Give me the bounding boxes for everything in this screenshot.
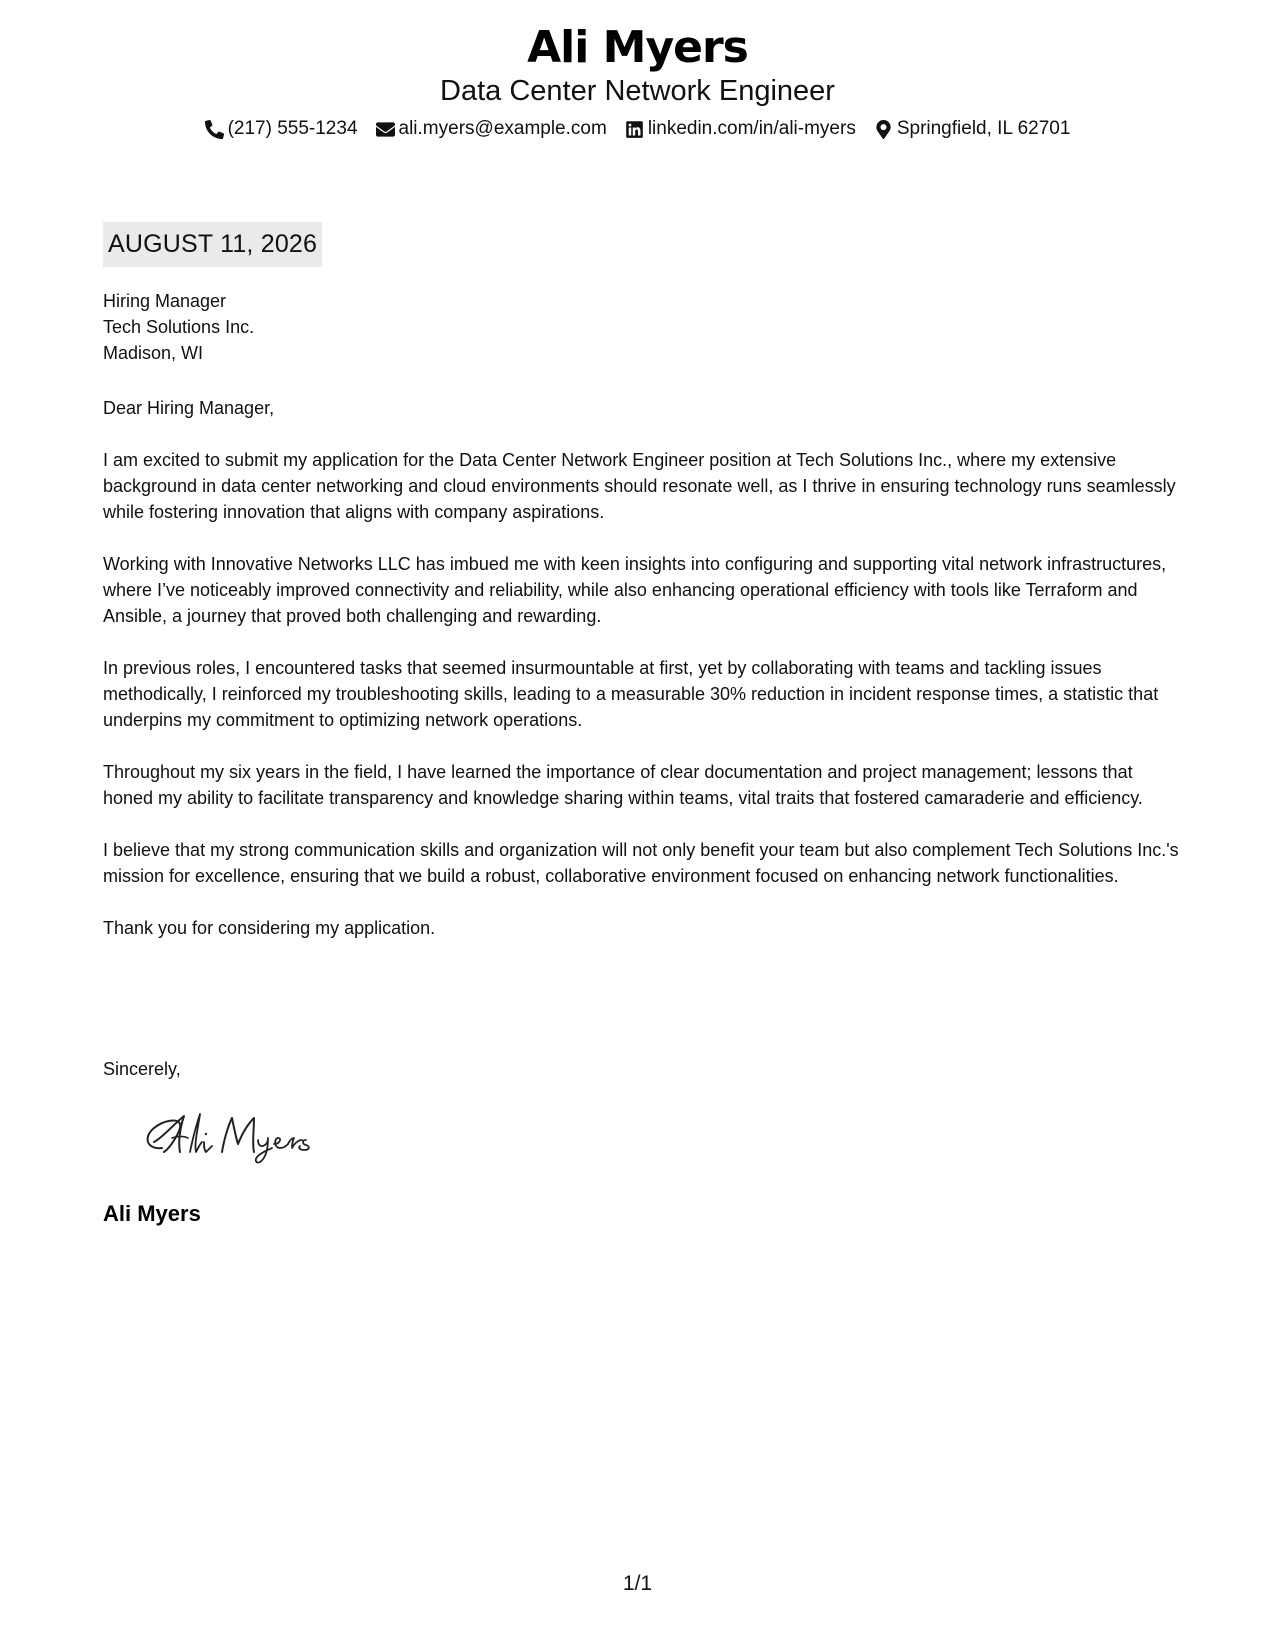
- phone-text: (217) 555-1234: [227, 118, 358, 139]
- letter-header: [0, 22, 1275, 142]
- body-paragraph: Working with Innovative Networks LLC has imbued me with keen insights into configuring and supporting vital network infrastructures, where I’ve noticeably improved connectivity and reliability, while also enhancing operational efficiency with tools like Terraform and Ansible, a journey that proved both challenging and rewarding.: [103, 554, 1167, 626]
- recipient-location: Madison, WI: [103, 343, 204, 363]
- linkedin-text: linkedin.com/in/ali-myers: [647, 118, 856, 139]
- letter-body: [103, 395, 1183, 967]
- contact-linkedin: [625, 116, 856, 142]
- contact-location: [874, 116, 1071, 142]
- recipient-block: [103, 288, 254, 366]
- body-paragraph: In previous roles, I encountered tasks that seemed insurmountable at first, yet by collaborating with teams and tackling issues methodically, I reinforced my troubleshooting skills, leading to a measurable 30% reduction in incident response times, a statistic that underpins my commitment to optimizing network operations.: [103, 658, 1159, 730]
- phone-icon: [205, 120, 224, 139]
- closing-line: Sincerely,: [103, 1059, 181, 1079]
- salutation: Dear Hiring Manager,: [103, 398, 275, 418]
- email-text: ali.myers@example.com: [398, 118, 607, 139]
- body-paragraph: Thank you for considering my application.: [103, 918, 436, 938]
- contact-phone: [205, 116, 358, 142]
- recipient-title: Hiring Manager: [103, 291, 227, 311]
- applicant-name: Ali Myers: [527, 22, 748, 73]
- location-text: Springfield, IL 62701: [896, 118, 1071, 139]
- body-paragraph: I believe that my strong communication skills and organization will not only benefit your team but also complement Tech Solutions Inc.'s mission for excellence, ensuring that we build a robust, collaborative environment focused on enhancing network functionalities.: [103, 840, 1179, 886]
- letter-date: AUGUST 11, 2026: [103, 222, 322, 267]
- signer-name: Ali Myers: [103, 1201, 201, 1226]
- body-paragraph: Throughout my six years in the field, I have learned the importance of clear documentation and project management; lessons that honed my ability to facilitate transparency and knowledge sharing within teams, vital traits that fostered camaraderie and efficiency.: [103, 762, 1143, 808]
- envelope-icon: [376, 120, 395, 139]
- map-pin-icon: [874, 120, 893, 139]
- contact-info-row: [0, 116, 1275, 142]
- linkedin-icon: [625, 120, 644, 139]
- handwritten-signature: [140, 1108, 340, 1166]
- recipient-company: Tech Solutions Inc.: [103, 317, 255, 337]
- body-paragraph: I am excited to submit my application for the Data Center Network Engineer position at Tech Solutions Inc., where my extensive background in data center networking and cloud environments should resonate well, as I thrive in ensuring technology runs seamlessly while fostering innovation that aligns with company aspirations.: [103, 450, 1176, 522]
- contact-email: [376, 116, 607, 142]
- page-number: 1/1: [622, 1572, 653, 1595]
- applicant-job-title: Data Center Network Engineer: [440, 75, 835, 107]
